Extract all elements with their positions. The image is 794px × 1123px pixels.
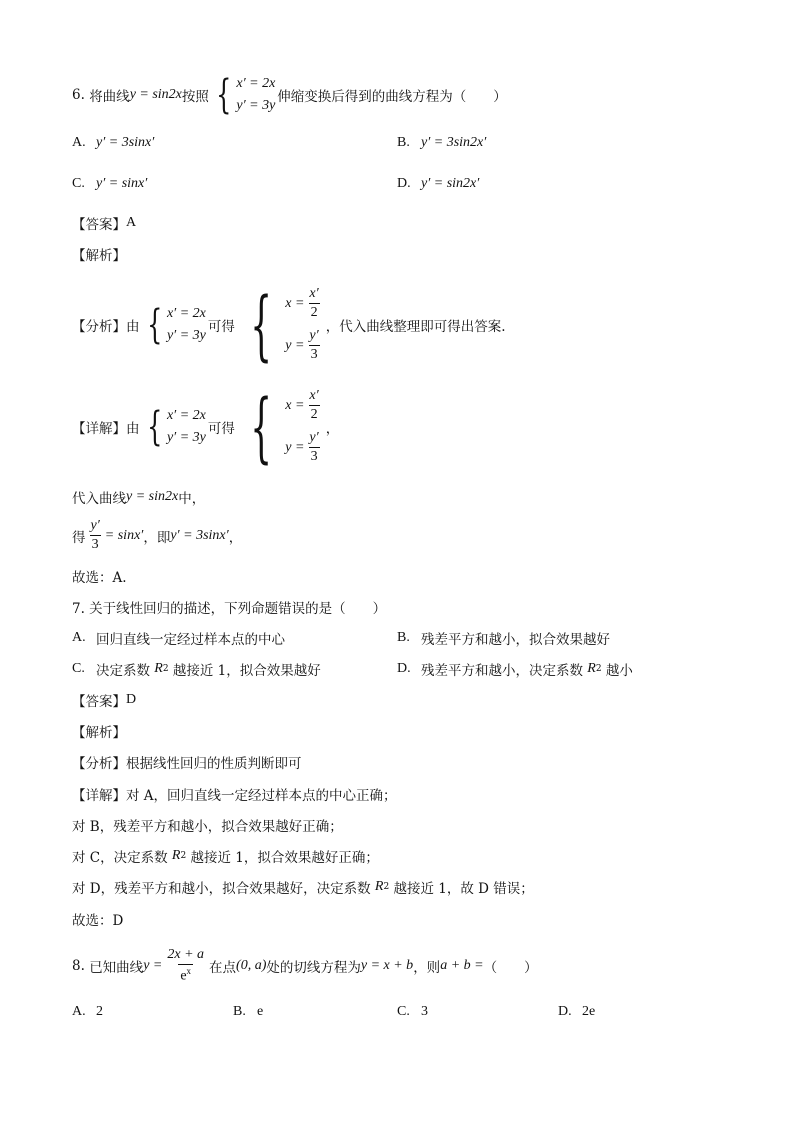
q7-answer-tag: 【答案】: [72, 694, 126, 710]
q8-option-d: [558, 1004, 595, 1020]
q8-number: 8.: [72, 957, 85, 974]
q7-line3-r-sup: 2: [180, 851, 187, 861]
q6-xiangjie-you: 由: [126, 420, 140, 437]
q6-xiangjie-row2: y′ = 3y: [166, 429, 206, 445]
q6-option-d-text: y′ = sin2x′: [421, 176, 480, 191]
q7-jiexi-line: [72, 721, 126, 741]
q7-option-d: [397, 659, 633, 679]
q6-fenxi-row2: y′ = 3y: [166, 327, 206, 343]
q6-option-b-label: B.: [397, 135, 410, 150]
q7-option-c-post: 越接近 1，拟合效果越好: [172, 663, 321, 679]
q6-option-c-label: C.: [72, 176, 85, 191]
q6-fenxi-x-den: 2: [310, 305, 318, 320]
q8-option-a: [72, 1004, 103, 1020]
q7-xiangjie-tag: 【详解】: [72, 788, 126, 804]
q8-option-d-label: D.: [558, 1004, 572, 1019]
brace-icon: {: [250, 280, 272, 369]
q7-option-b-text: 残差平方和越小，拟合效果越好: [421, 632, 610, 648]
q6-stem-text-c: 伸缩变换后得到的曲线方程为（ ）: [277, 89, 507, 105]
q6-sys-row1: x′ = 2x: [236, 76, 276, 91]
q7-option-c-label: C.: [72, 661, 85, 676]
q6-answer-line: [72, 213, 136, 233]
q6-fenxi-y-num: y′: [309, 328, 319, 343]
q8-stem-c: 处的切线方程为: [266, 959, 361, 976]
q6-xiangjie-kede: 可得: [207, 420, 235, 437]
q6-xiangjie-y-den: 3: [310, 449, 318, 464]
q7-line2: 对 B，残差平方和越小，拟合效果越好正确；: [72, 819, 343, 835]
q6-xiangjie-x-den: 2: [310, 407, 318, 422]
q6-guxuan-line: [72, 566, 127, 586]
q6-fenxi-tail: ，代入曲线整理即可得出答案.: [325, 318, 506, 335]
q6-de: 得: [72, 529, 86, 546]
q8-stem-a: 已知曲线: [89, 959, 144, 976]
q6-ji-tail: ，: [228, 529, 243, 546]
q6-fenxi-system: [142, 302, 206, 348]
q7-option-a-label: A.: [72, 630, 86, 645]
q8-option-a-text: 2: [96, 1004, 103, 1019]
q8-y-eq: y =: [143, 957, 163, 973]
q6-jiexi-tag: 【解析】: [72, 248, 126, 264]
q8-option-b-text: e: [257, 1004, 264, 1019]
q6-sub-curve: y = sin2x: [126, 489, 179, 504]
q7-option-d-r: R: [587, 661, 596, 676]
q6-xiangjie-row1: x′ = 2x: [166, 407, 206, 423]
q7-line3-r: R: [171, 848, 181, 863]
q7-detail-line3: [72, 846, 379, 866]
q6-substitute-line: [72, 487, 205, 507]
q8-tangent: y = x + b: [360, 957, 414, 973]
q7-line4-pre: 对 D，残差平方和越小，拟合效果越好，决定系数: [72, 881, 371, 897]
q8-stem-e: （ ）: [483, 959, 538, 976]
q7-fenxi-text: 根据线性回归的性质判断即可: [126, 756, 302, 772]
q8-option-c: [397, 1004, 428, 1020]
q6-transform-system: [211, 72, 275, 118]
q6-curve: y = sin2x: [129, 87, 182, 102]
q8-option-d-text: 2e: [582, 1004, 596, 1019]
q6-xiangjie-x-frac: [307, 388, 320, 423]
q7-fenxi-tag: 【分析】: [72, 756, 126, 772]
q6-fenxi-tag: 【分析】: [72, 318, 126, 335]
q6-fenxi-you: 由: [126, 318, 140, 335]
q7-option-a: [72, 628, 285, 648]
q8-point: (0, a): [236, 957, 267, 973]
q6-option-b: [397, 135, 486, 151]
q6-xiangjie-y-frac: [307, 430, 320, 465]
q6-stem-text-b: 按照: [181, 89, 209, 105]
q8-stem-d: ，则: [413, 959, 441, 976]
q6-fenxi-y-frac: [307, 328, 320, 363]
q6-stem: [72, 72, 507, 118]
q6-jiexi-line: [72, 244, 126, 264]
q6-fenxi-x-num: x′: [309, 286, 319, 301]
q7-option-c-r: R: [154, 661, 163, 676]
q6-option-a-label: A.: [72, 135, 86, 150]
q6-fenxi-row1: x′ = 2x: [166, 305, 206, 321]
q6-answer-tag: 【答案】: [72, 217, 126, 233]
q7-option-c: [72, 659, 321, 679]
q6-result-den: 3: [91, 537, 99, 552]
brace-icon: {: [146, 301, 162, 348]
q6-option-b-text: y′ = 3sin2x′: [421, 135, 487, 150]
q6-fenxi-y-eq: y =: [285, 337, 305, 353]
q7-option-d-pre: 残差平方和越小，决定系数: [421, 663, 583, 679]
q6-fenxi-x-eq: x =: [285, 295, 305, 311]
q7-answer-line: [72, 690, 136, 710]
q6-xiangjie-tail: ，: [325, 420, 340, 437]
q7-option-d-label: D.: [397, 661, 411, 676]
q6-result-line: [72, 518, 242, 553]
q8-option-c-label: C.: [397, 1004, 410, 1019]
q6-fenxi-kede: 可得: [207, 318, 235, 335]
q7-detail-line4: [72, 877, 534, 897]
q6-option-c-text: y′ = sinx′: [96, 176, 148, 191]
q6-xiangjie-system: [142, 404, 206, 450]
q6-result-rhs: = sinx′: [104, 527, 144, 543]
q7-fenxi-line: [72, 752, 302, 772]
q8-frac: [165, 947, 206, 985]
q7-line3-pre: 对 C，决定系数: [72, 850, 168, 866]
q6-option-a-text: y′ = 3sinx′: [96, 135, 155, 150]
q8-option-b-label: B.: [233, 1004, 246, 1019]
q6-fenxi-solution: [237, 280, 324, 369]
q7-option-d-post: 越小: [605, 663, 633, 679]
q6-xiangjie-line: [72, 382, 339, 471]
q6-fenxi-x-frac: [307, 286, 320, 321]
q7-guxuan: 故选：D: [72, 913, 124, 929]
q6-result-frac: [89, 518, 102, 553]
q7-stem: [72, 597, 386, 617]
q7-line4-r: R: [374, 879, 384, 894]
q6-xiangjie-x-num: x′: [309, 388, 319, 403]
q6-number: 6.: [72, 87, 85, 103]
q7-answer-value: D: [126, 692, 137, 707]
q7-jiexi-tag: 【解析】: [72, 725, 126, 741]
q6-answer-value: A: [126, 215, 137, 230]
q7-option-c-r-sup: 2: [162, 664, 169, 674]
q6-ji: ，即: [143, 529, 171, 546]
q7-option-a-text: 回归直线一定经过样本点的中心: [96, 632, 285, 648]
q8-option-a-label: A.: [72, 1004, 86, 1019]
q7-line3-post: 越接近 1，拟合效果越好正确；: [190, 850, 379, 866]
q7-option-b: [397, 628, 610, 648]
q6-sub-b: 中，: [178, 491, 206, 507]
q7-line4-post: 越接近 1，故 D 错误；: [393, 881, 534, 897]
q7-line4-r-sup: 2: [383, 882, 390, 892]
q6-fenxi-line: [72, 280, 506, 369]
q7-stem-text: 7. 关于线性回归的描述，下列命题错误的是（ ）: [72, 601, 387, 617]
q6-option-a: [72, 135, 154, 151]
q7-guxuan-line: [72, 909, 123, 929]
q7-option-b-label: B.: [397, 630, 410, 645]
q6-option-d-label: D.: [397, 176, 411, 191]
q6-stem-text-a: 将曲线: [89, 89, 130, 105]
q6-sys-row2: y′ = 3y: [236, 98, 276, 113]
q6-result-num: y′: [90, 518, 100, 533]
q8-option-c-text: 3: [421, 1004, 428, 1019]
brace-icon: {: [146, 403, 162, 450]
q8-option-b: [233, 1004, 263, 1020]
q6-xiangjie-y-eq: y =: [285, 439, 305, 455]
brace-icon: {: [250, 382, 272, 471]
q7-xiangjie-line: [72, 784, 397, 804]
q6-ji-eq: y′ = 3sinx′: [170, 527, 229, 543]
q8-frac-den: [178, 964, 193, 985]
q8-stem-b: 在点: [209, 959, 237, 976]
q6-xiangjie-tag: 【详解】: [72, 420, 126, 437]
q7-option-d-r-sup: 2: [595, 664, 602, 674]
q8-ab: a + b =: [440, 957, 484, 973]
q6-fenxi-y-den: 3: [310, 347, 318, 362]
q6-sub-a: 代入曲线: [72, 491, 126, 507]
q6-xiangjie-y-num: y′: [309, 430, 319, 445]
q6-option-d: [397, 176, 479, 192]
q6-xiangjie-solution: [237, 382, 324, 471]
brace-icon: {: [215, 72, 232, 118]
q7-xiangjie-line1: 对 A，回归直线一定经过样本点的中心正确；: [126, 788, 397, 804]
q6-option-c: [72, 176, 147, 192]
q6-xiangjie-x-eq: x =: [285, 397, 305, 413]
q8-stem: [72, 947, 538, 985]
q8-frac-den-base: e: [180, 968, 187, 984]
q6-guxuan: 故选：A.: [72, 570, 127, 586]
q8-frac-den-sup: x: [186, 966, 192, 976]
q7-detail-line2: [72, 815, 343, 835]
q7-option-c-pre: 决定系数: [96, 663, 150, 679]
q8-frac-num: 2x + a: [167, 947, 205, 962]
